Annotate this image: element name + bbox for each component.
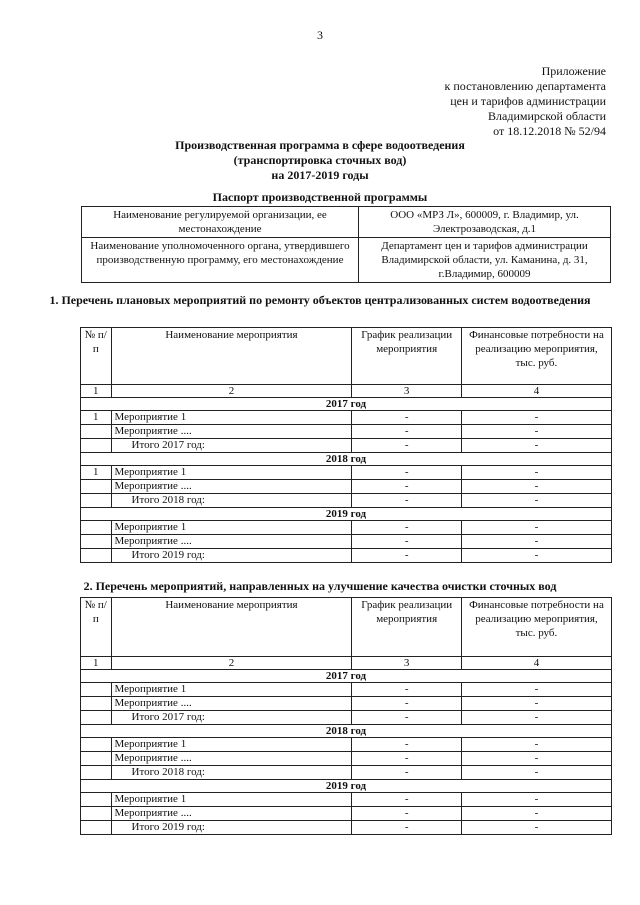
appendix-line: от 18.12.2018 № 52/94 [493, 124, 606, 138]
table-row [81, 535, 612, 549]
passport-row [82, 207, 611, 238]
passport-value: ООО «МРЗ Л», 600009, г. Владимир, ул. Электрозаводская, д.1 [359, 207, 611, 238]
finance-value: - [461, 821, 611, 835]
column-header: График реализации мероприятия [352, 328, 461, 385]
row-number [81, 821, 112, 835]
activity-name: Мероприятие 1 [111, 466, 352, 480]
row-number [81, 425, 112, 439]
appendix-line: цен и тарифов администрации [450, 94, 606, 108]
finance-value: - [461, 494, 611, 508]
table-row [81, 807, 612, 821]
column-number-row [81, 657, 612, 670]
finance-value: - [461, 697, 611, 711]
section2-title: 2. Перечень мероприятий, направленных на улучшение качества очистки сточных вод [83, 579, 557, 593]
schedule-value: - [352, 752, 461, 766]
row-number: 1 [81, 411, 112, 425]
row-number: 1 [81, 466, 112, 480]
year-row [81, 780, 612, 793]
table-row [81, 821, 612, 835]
table-row [81, 683, 612, 697]
schedule-value: - [352, 766, 461, 780]
passport-table [81, 206, 611, 283]
finance-value: - [461, 683, 611, 697]
row-number [81, 766, 112, 780]
column-header: Финансовые потребности на реализацию мероприятия, тыс. руб. [461, 598, 611, 657]
finance-value: - [461, 793, 611, 807]
activity-name: Мероприятие .... [111, 480, 352, 494]
passport-row [82, 238, 611, 283]
finance-value: - [461, 425, 611, 439]
activity-name: Мероприятие 1 [111, 683, 352, 697]
activity-name: Итого 2018 год: [111, 766, 352, 780]
schedule-value: - [352, 821, 461, 835]
passport-label: Наименование регулируемой организации, ее местонахождение [82, 207, 359, 238]
schedule-value: - [352, 683, 461, 697]
page-number: 3 [317, 28, 323, 42]
schedule-value: - [352, 494, 461, 508]
activity-name: Итого 2018 год: [111, 494, 352, 508]
activity-name: Мероприятие .... [111, 697, 352, 711]
column-number: 1 [81, 657, 112, 670]
column-number: 4 [461, 657, 611, 670]
row-number [81, 738, 112, 752]
appendix-line: к постановлению департамента [444, 79, 606, 93]
document-title [0, 138, 640, 183]
passport-title: Паспорт производственной программы [212, 190, 428, 204]
title-line: на 2017-2019 годы [271, 168, 369, 182]
finance-value: - [461, 738, 611, 752]
schedule-value: - [352, 480, 461, 494]
table-row [81, 697, 612, 711]
table-row [81, 425, 612, 439]
column-number: 3 [352, 657, 461, 670]
title-line: Производственная программа в сфере водоотведения [175, 138, 465, 152]
schedule-value: - [352, 411, 461, 425]
table-row [81, 480, 612, 494]
finance-value: - [461, 439, 611, 453]
year-row [81, 670, 612, 683]
row-number [81, 711, 112, 725]
section1-title: 1. Перечень плановых мероприятий по ремонту объектов централизованных систем водоотведения [49, 293, 591, 307]
appendix-line: Владимирской области [488, 109, 606, 123]
year-label: 2017 год [81, 670, 612, 683]
year-row [81, 398, 612, 411]
schedule-value: - [352, 521, 461, 535]
activity-name: Мероприятие .... [111, 807, 352, 821]
activity-name: Мероприятие 1 [111, 411, 352, 425]
appendix-block [445, 64, 606, 139]
column-header: Наименование мероприятия [111, 598, 352, 657]
table-row [81, 549, 612, 563]
column-number: 1 [81, 385, 112, 398]
activity-name: Мероприятие 1 [111, 738, 352, 752]
year-label: 2019 год [81, 780, 612, 793]
section2-table [80, 597, 612, 835]
row-number [81, 793, 112, 807]
activity-name: Мероприятие .... [111, 535, 352, 549]
year-row [81, 453, 612, 466]
table-row [81, 793, 612, 807]
column-number: 4 [461, 385, 611, 398]
column-header: № п/п [81, 598, 112, 657]
schedule-value: - [352, 697, 461, 711]
finance-value: - [461, 807, 611, 821]
row-number [81, 697, 112, 711]
schedule-value: - [352, 466, 461, 480]
passport-value: Департамент цен и тарифов администрации Владимирской области, ул. Каманина, д. 31, г.Владимир, 600009 [359, 238, 611, 283]
year-label: 2017 год [81, 398, 612, 411]
activity-name: Мероприятие 1 [111, 521, 352, 535]
finance-value: - [461, 535, 611, 549]
schedule-value: - [352, 535, 461, 549]
year-row [81, 508, 612, 521]
finance-value: - [461, 466, 611, 480]
row-number [81, 439, 112, 453]
year-label: 2018 год [81, 453, 612, 466]
schedule-value: - [352, 711, 461, 725]
row-number [81, 480, 112, 494]
table-row [81, 411, 612, 425]
table-row [81, 439, 612, 453]
column-number: 2 [111, 385, 352, 398]
row-number [81, 807, 112, 821]
finance-value: - [461, 549, 611, 563]
table-row [81, 738, 612, 752]
activity-name: Мероприятие .... [111, 425, 352, 439]
column-number: 3 [352, 385, 461, 398]
row-number [81, 549, 112, 563]
row-number [81, 494, 112, 508]
table-row [81, 494, 612, 508]
activity-name: Итого 2017 год: [111, 711, 352, 725]
finance-value: - [461, 752, 611, 766]
column-header: Финансовые потребности на реализацию мероприятия, тыс. руб. [461, 328, 611, 385]
title-line: (транспортировка сточных вод) [233, 153, 407, 167]
section1-table [80, 327, 612, 563]
activity-name: Мероприятие .... [111, 752, 352, 766]
schedule-value: - [352, 738, 461, 752]
table-row [81, 766, 612, 780]
column-header: Наименование мероприятия [111, 328, 352, 385]
year-label: 2018 год [81, 725, 612, 738]
year-label: 2019 год [81, 508, 612, 521]
column-number-row [81, 385, 612, 398]
column-number: 2 [111, 657, 352, 670]
table-row [81, 466, 612, 480]
finance-value: - [461, 711, 611, 725]
appendix-line: Приложение [541, 64, 606, 78]
schedule-value: - [352, 425, 461, 439]
row-number [81, 752, 112, 766]
table-row [81, 711, 612, 725]
schedule-value: - [352, 793, 461, 807]
finance-value: - [461, 766, 611, 780]
year-row [81, 725, 612, 738]
row-number [81, 521, 112, 535]
passport-label: Наименование уполномоченного органа, утвердившего производственную программу, его местонахождение [82, 238, 359, 283]
activity-name: Итого 2019 год: [111, 821, 352, 835]
row-number [81, 683, 112, 697]
table-row [81, 521, 612, 535]
schedule-value: - [352, 807, 461, 821]
schedule-value: - [352, 439, 461, 453]
finance-value: - [461, 480, 611, 494]
header-row [81, 598, 612, 657]
activity-name: Итого 2019 год: [111, 549, 352, 563]
activity-name: Мероприятие 1 [111, 793, 352, 807]
table-row [81, 752, 612, 766]
row-number [81, 535, 112, 549]
finance-value: - [461, 521, 611, 535]
finance-value: - [461, 411, 611, 425]
column-header: График реализации мероприятия [352, 598, 461, 657]
column-header: № п/п [81, 328, 112, 385]
activity-name: Итого 2017 год: [111, 439, 352, 453]
schedule-value: - [352, 549, 461, 563]
header-row [81, 328, 612, 385]
